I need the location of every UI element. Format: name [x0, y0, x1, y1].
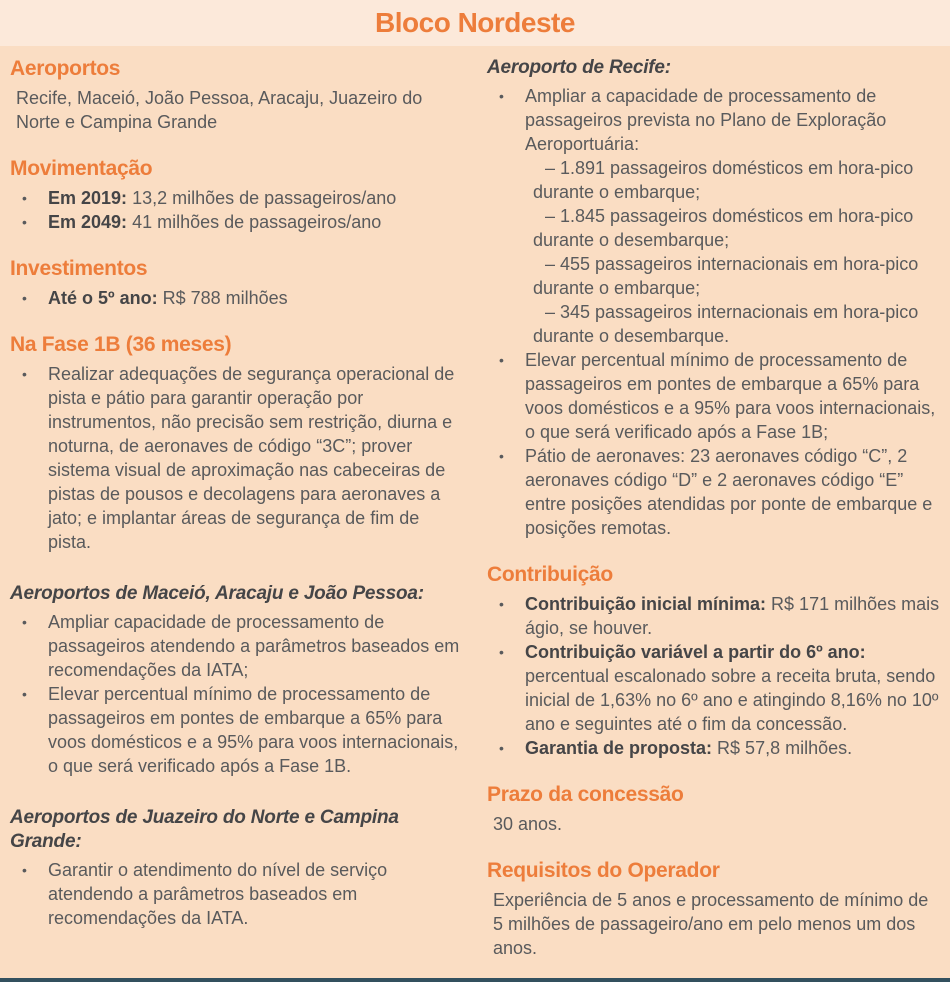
- sub-section-heading: Aeroportos de Juazeiro do Norte e Campina Grande:: [10, 807, 399, 852]
- list-item-lead: Contribuição inicial mínima:: [525, 594, 772, 614]
- section-heading: Na Fase 1B (36 meses): [10, 333, 232, 356]
- section-heading: Contribuição: [487, 563, 613, 586]
- list-item: [487, 444, 940, 540]
- list-item-text: [48, 362, 463, 554]
- section-heading: Prazo da concessão: [487, 783, 684, 806]
- paragraph: 30 anos.: [493, 814, 563, 834]
- bullet-icon: •: [499, 352, 504, 368]
- list-item-text: [525, 348, 940, 444]
- list-item: [10, 858, 463, 930]
- bullet-icon: •: [499, 740, 504, 756]
- section-heading: Aeroportos: [10, 57, 121, 80]
- list-item-lead: Contribuição variável a partir do 6º ano:: [525, 642, 866, 662]
- list-item-body: Garantir o atendimento do nível de serviço atendendo a parâmetros baseados em recomendações da IATA.: [48, 860, 388, 928]
- list-item-lead: Em 2019:: [48, 188, 133, 208]
- paragraph: Experiência de 5 anos e processamento de mínimo de 5 milhões de passageiro/ano em pelo menos um dos anos.: [493, 890, 929, 958]
- section-heading: Movimentação: [10, 157, 153, 180]
- bullet-icon: •: [499, 644, 504, 660]
- list-item-text: [525, 444, 940, 540]
- sub-list-item: – 345 passageiros internacionais em hora-pico durante o desembarque.: [533, 302, 919, 346]
- list-item-body: Ampliar a capacidade de processamento de passageiros prevista no Plano de Exploração Aeroportuária:: [525, 86, 887, 154]
- paragraph: Recife, Maceió, João Pessoa, Aracaju, Juazeiro do Norte e Campina Grande: [16, 88, 423, 132]
- list-item-body: Elevar percentual mínimo de processamento de passageiros em pontes de embarque a 65% para voos domésticos e a 95% para voos internacionais, o que será verificado após a Fase 1B.: [48, 684, 459, 776]
- list-item-text: [525, 736, 940, 760]
- right-column: [487, 48, 940, 962]
- page-header: [0, 0, 950, 46]
- list-item-text: [48, 682, 463, 778]
- bullet-icon: •: [499, 596, 504, 612]
- list-item-text: [525, 592, 940, 640]
- list-item-lead: Em 2049:: [48, 212, 133, 232]
- content-area: [0, 46, 950, 962]
- list-item-text: [48, 186, 463, 210]
- list-item: [487, 348, 940, 444]
- sub-list: [525, 156, 940, 348]
- list-item-text: [48, 858, 463, 930]
- section-heading: Requisitos do Operador: [487, 859, 720, 882]
- bullet-icon: •: [22, 366, 27, 382]
- list-item: [10, 210, 463, 234]
- bullet-icon: •: [22, 190, 27, 206]
- sub-section-heading: Aeroporto de Recife:: [487, 57, 671, 78]
- list-item: [487, 84, 940, 348]
- list-item-body: R$ 57,8 milhões.: [717, 738, 853, 758]
- list-item-text: [48, 210, 463, 234]
- list-item: [487, 592, 940, 640]
- bullet-icon: •: [499, 88, 504, 104]
- list-item-text: [48, 286, 463, 310]
- bullet-icon: •: [22, 862, 27, 878]
- list-item: [487, 736, 940, 760]
- list-item-body: R$ 788 milhões: [162, 288, 288, 308]
- list-item-body: percentual escalonado sobre a receita bruta, sendo inicial de 1,63% no 6º ano e atingindo 8,16% no 10º ano e seguintes até o fim da concessão.: [525, 666, 939, 734]
- section-heading: Investimentos: [10, 257, 148, 280]
- list-item-body: 13,2 milhões de passageiros/ano: [132, 188, 397, 208]
- list-item-body: 41 milhões de passageiros/ano: [132, 212, 382, 232]
- list-item-text: [525, 84, 940, 348]
- bottom-border-bar: [0, 978, 950, 982]
- list-item: [10, 286, 463, 310]
- list-item-body: Elevar percentual mínimo de processamento de passageiros em pontes de embarque a 65% para voos domésticos e a 95% para voos internacionais, o que será verificado após a Fase 1B;: [525, 350, 936, 442]
- left-column: [10, 48, 463, 962]
- list-item-body: Ampliar capacidade de processamento de passageiros atendendo a parâmetros baseados em recomendações da IATA;: [48, 612, 460, 680]
- list-item-text: [48, 610, 463, 682]
- sub-list-item: – 1.891 passageiros domésticos em hora-pico durante o embarque;: [533, 158, 914, 202]
- list-item: [487, 640, 940, 736]
- list-item: [10, 610, 463, 682]
- list-item-text: [525, 640, 940, 736]
- page-title: Bloco Nordeste: [375, 7, 575, 38]
- list-item-body: Realizar adequações de segurança operacional de pista e pátio para garantir operação por instrumentos, não precisão sem restrição, diurna e noturna, de aeronaves de código “3C”; prover sistema visual de aproximação nas cabeceiras de pistas de pousos e decolagens para aeronaves a jato; e implantar áreas de segurança de fim de pista.: [48, 364, 455, 552]
- bullet-icon: •: [22, 614, 27, 630]
- sub-list-item: – 1.845 passageiros domésticos em hora-pico durante o desembarque;: [533, 206, 914, 250]
- sub-section-heading: Aeroportos de Maceió, Aracaju e João Pessoa:: [10, 583, 424, 604]
- list-item: [10, 362, 463, 554]
- list-item-lead: Até o 5º ano:: [48, 288, 163, 308]
- bullet-icon: •: [22, 214, 27, 230]
- list-item: [10, 682, 463, 778]
- list-item-lead: Garantia de proposta:: [525, 738, 718, 758]
- list-item: [10, 186, 463, 210]
- bullet-icon: •: [22, 290, 27, 306]
- list-item-body: Pátio de aeronaves: 23 aeronaves código “C”, 2 aeronaves código “D” e 2 aeronaves código “E” entre posições atendidas por ponte de embarque e posições remotas.: [525, 446, 933, 538]
- bullet-icon: •: [499, 448, 504, 464]
- sub-list-item: – 455 passageiros internacionais em hora-pico durante o embarque;: [533, 254, 919, 298]
- list-item-body: R$ 171 milhões mais ágio, se houver.: [525, 594, 940, 638]
- bullet-icon: •: [22, 686, 27, 702]
